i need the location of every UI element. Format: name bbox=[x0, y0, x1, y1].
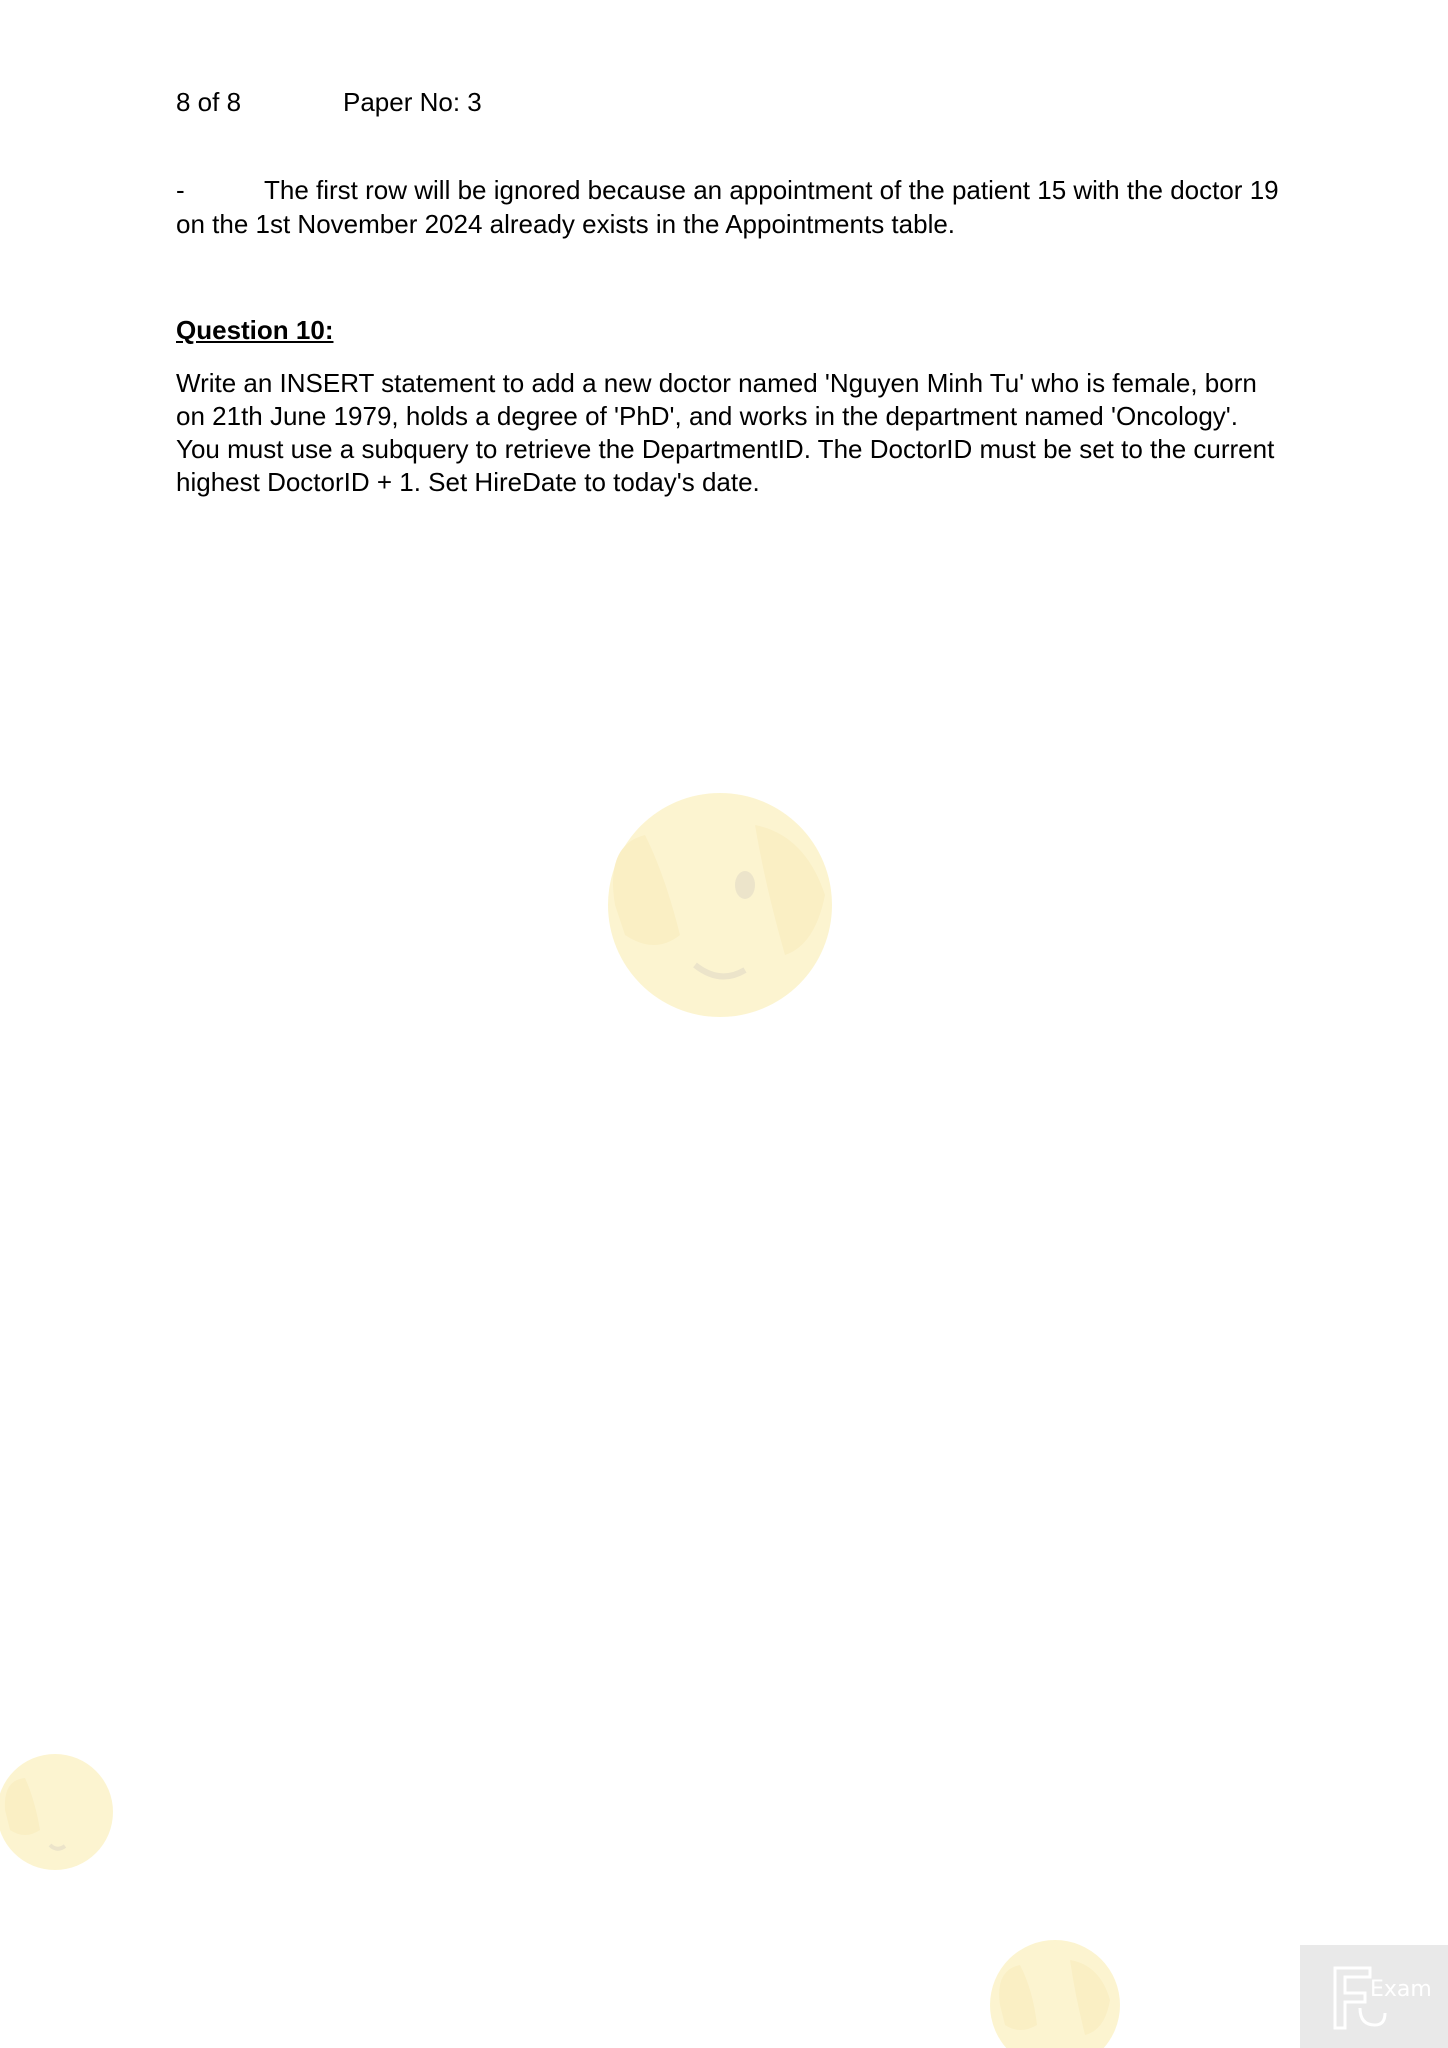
watermark-emoji-icon bbox=[585, 785, 855, 1025]
page-header bbox=[176, 86, 482, 118]
exam-logo bbox=[1300, 1945, 1448, 2048]
note-paragraph bbox=[176, 173, 1296, 241]
page-number: 8 of 8 bbox=[176, 87, 242, 117]
exam-logo-text: Exam bbox=[1370, 1977, 1432, 2002]
paper-number: Paper No: 3 bbox=[343, 87, 482, 117]
watermark-emoji-icon bbox=[0, 1750, 125, 1875]
note-text: The first row will be ignored because an appointment of the patient 15 with the doctor 19 on the 1st November 2024 already exists in the Appointments table. bbox=[176, 175, 1279, 239]
question-heading: Question 10: bbox=[176, 315, 334, 345]
bullet-dash: - bbox=[176, 175, 185, 205]
watermark-emoji-icon bbox=[985, 1935, 1125, 2048]
question-body: Write an INSERT statement to add a new doctor named 'Nguyen Minh Tu' who is female, born on 21th June 1979, holds a degree of 'PhD', and works in the department named 'Oncology'. You must use a subquery to retrieve the DepartmentID. The DoctorID must be set to the current highest DoctorID + 1. Set HireDate to today's date. bbox=[176, 368, 1275, 497]
